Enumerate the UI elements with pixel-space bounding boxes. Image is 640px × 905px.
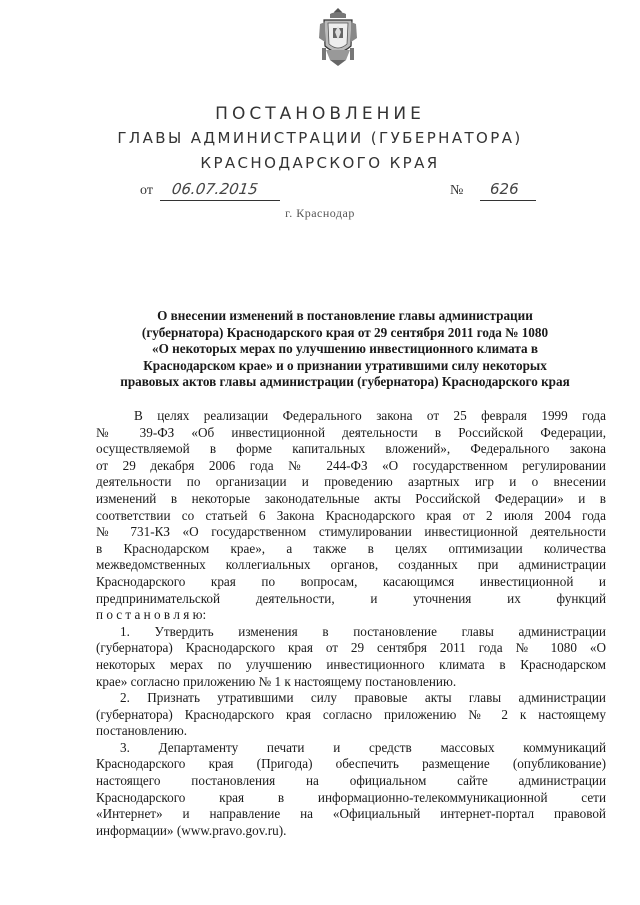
- city-label: г. Краснодар: [285, 206, 355, 220]
- body-line: информации» (www.pravo.gov.ru).: [96, 822, 287, 838]
- number-underline: [480, 200, 536, 201]
- title-line: (губернатора) Краснодарского края от 29 сентября 2011 года № 1080: [141, 324, 549, 340]
- body-line: В целях реализации Федерального закона от 25 февраля 1999 года: [134, 408, 606, 423]
- body-line: «Интернет» и направление на «Официальный интернет-портал правовой: [96, 806, 606, 822]
- body-line: 1. Утвердить изменения в постановление главы администрации: [120, 623, 606, 639]
- region-heading: КРАСНОДАРСКОГО КРАЯ: [200, 154, 440, 172]
- body-line: 2. Признать утратившими силу правовые акты главы администрации: [120, 690, 606, 706]
- coat-of-arms-icon: [316, 6, 360, 68]
- body-line: постановлению.: [96, 723, 188, 739]
- body-line: № 39-ФЗ «Об инвестиционной деятельности в Российской Федерации,: [96, 424, 606, 440]
- body-line: осуществляемой в форме капитальных вложений», Федерального закона: [96, 441, 606, 457]
- body-line: от 29 декабря 2006 года № 244-ФЗ «О государственном регулировании: [96, 457, 606, 473]
- body-line: Краснодарского края по вопросам, касающимся инвестиционной и: [96, 573, 606, 589]
- body-line: предпринимательской деятельности, и уточнения их функций: [96, 590, 606, 606]
- number-value: 626: [490, 180, 519, 198]
- body-line: межведомственных коллегиальных органов, созданных при администрации: [96, 557, 606, 573]
- document-type-heading: ПОСТАНОВЛЕНИЕ: [215, 104, 425, 124]
- body-line: изменений в некоторые законодательные акты Российской Федерации» и в: [96, 490, 606, 506]
- body-line: некоторых мерах по улучшению инвестиционного климата в Краснодарском: [96, 656, 606, 672]
- body-line: (губернатора) Краснодарского края согласно приложению № 2 к настоящему: [96, 706, 606, 722]
- body-line: Краснодарского края (Пригода) обеспечить размещение (опубликование): [96, 756, 606, 772]
- document-body: [96, 408, 606, 839]
- date-label: от: [140, 183, 153, 198]
- body-line: Краснодарского края в информационно-телекоммуникационной сети: [96, 789, 606, 805]
- title-line: «О некоторых мерах по улучшению инвестиционного климата в: [151, 341, 539, 357]
- issuer-heading: ГЛАВЫ АДМИНИСТРАЦИИ (ГУБЕРНАТОРА): [117, 129, 523, 147]
- body-line: в Краснодарском крае», а также в целях оптимизации количества: [96, 540, 606, 556]
- date-underline: [160, 200, 280, 201]
- body-line: (губернатора) Краснодарского края от 29 сентября 2011 года № 1080 «О: [96, 640, 606, 656]
- title-line: О внесении изменений в постановление главы администрации: [157, 308, 533, 323]
- document-title: [100, 308, 590, 391]
- title-line: правовых актов главы администрации (губернатора) Краснодарского края: [120, 374, 570, 390]
- date-value: 06.07.2015: [170, 180, 260, 198]
- body-line: п о с т а н о в л я ю:: [96, 607, 207, 623]
- number-label: №: [450, 183, 464, 198]
- body-line: соответствии со статьей 6 Закона Краснодарского края от 2 июля 2004 года: [96, 507, 606, 523]
- title-line: Краснодарском крае» и о признании утратившими силу некоторых: [143, 357, 547, 373]
- body-line: настоящего постановления на официальном сайте администрации: [96, 773, 606, 789]
- body-line: 3. Департаменту печати и средств массовых коммуникаций: [120, 739, 606, 755]
- body-line: № 731-КЗ «О государственном стимулировании инвестиционной деятельности: [96, 524, 606, 540]
- body-line: крае» согласно приложению № 1 к настоящему постановлению.: [96, 673, 457, 689]
- body-line: деятельности по организации и проведению азартных игр и о внесении: [96, 474, 606, 490]
